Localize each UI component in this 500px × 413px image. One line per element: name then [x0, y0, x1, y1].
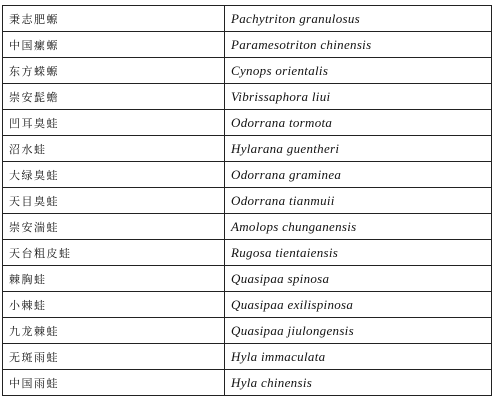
latin-name-cell: Quasipaa exilispinosa	[225, 292, 492, 318]
chinese-name-cell: 凹耳臭蛙	[3, 110, 225, 136]
latin-name-cell: Quasipaa jiulongensis	[225, 318, 492, 344]
table-row	[3, 318, 492, 344]
chinese-name-cell: 崇安湍蛙	[3, 214, 225, 240]
table-row	[3, 370, 492, 396]
table-row	[3, 240, 492, 266]
latin-name-cell: Odorrana graminea	[225, 162, 492, 188]
latin-name-cell: Pachytriton granulosus	[225, 6, 492, 32]
species-table-body	[3, 6, 492, 396]
latin-name-cell: Hyla immaculata	[225, 344, 492, 370]
chinese-name-cell: 天目臭蛙	[3, 188, 225, 214]
latin-name-cell: Vibrissaphora liui	[225, 84, 492, 110]
chinese-name-cell: 崇安髭蟾	[3, 84, 225, 110]
table-row	[3, 266, 492, 292]
chinese-name-cell: 小棘蛙	[3, 292, 225, 318]
table-row	[3, 32, 492, 58]
latin-name-cell: Amolops chunganensis	[225, 214, 492, 240]
table-row	[3, 162, 492, 188]
species-table	[2, 5, 492, 396]
latin-name-cell: Odorrana tormota	[225, 110, 492, 136]
chinese-name-cell: 秉志肥螈	[3, 6, 225, 32]
latin-name-cell: Quasipaa spinosa	[225, 266, 492, 292]
chinese-name-cell: 天台粗皮蛙	[3, 240, 225, 266]
table-row	[3, 84, 492, 110]
latin-name-cell: Hylarana guentheri	[225, 136, 492, 162]
table-row	[3, 188, 492, 214]
table-row	[3, 110, 492, 136]
latin-name-cell: Rugosa tientaiensis	[225, 240, 492, 266]
table-row	[3, 344, 492, 370]
table-row	[3, 6, 492, 32]
chinese-name-cell: 棘胸蛙	[3, 266, 225, 292]
latin-name-cell: Paramesotriton chinensis	[225, 32, 492, 58]
table-row	[3, 136, 492, 162]
chinese-name-cell: 东方蝾螈	[3, 58, 225, 84]
table-row	[3, 58, 492, 84]
chinese-name-cell: 沼水蛙	[3, 136, 225, 162]
latin-name-cell: Hyla chinensis	[225, 370, 492, 396]
table-row	[3, 214, 492, 240]
latin-name-cell: Cynops orientalis	[225, 58, 492, 84]
latin-name-cell: Odorrana tianmuii	[225, 188, 492, 214]
chinese-name-cell: 大绿臭蛙	[3, 162, 225, 188]
chinese-name-cell: 无斑雨蛙	[3, 344, 225, 370]
chinese-name-cell: 中国雨蛙	[3, 370, 225, 396]
chinese-name-cell: 中国瘰螈	[3, 32, 225, 58]
table-row	[3, 292, 492, 318]
chinese-name-cell: 九龙棘蛙	[3, 318, 225, 344]
